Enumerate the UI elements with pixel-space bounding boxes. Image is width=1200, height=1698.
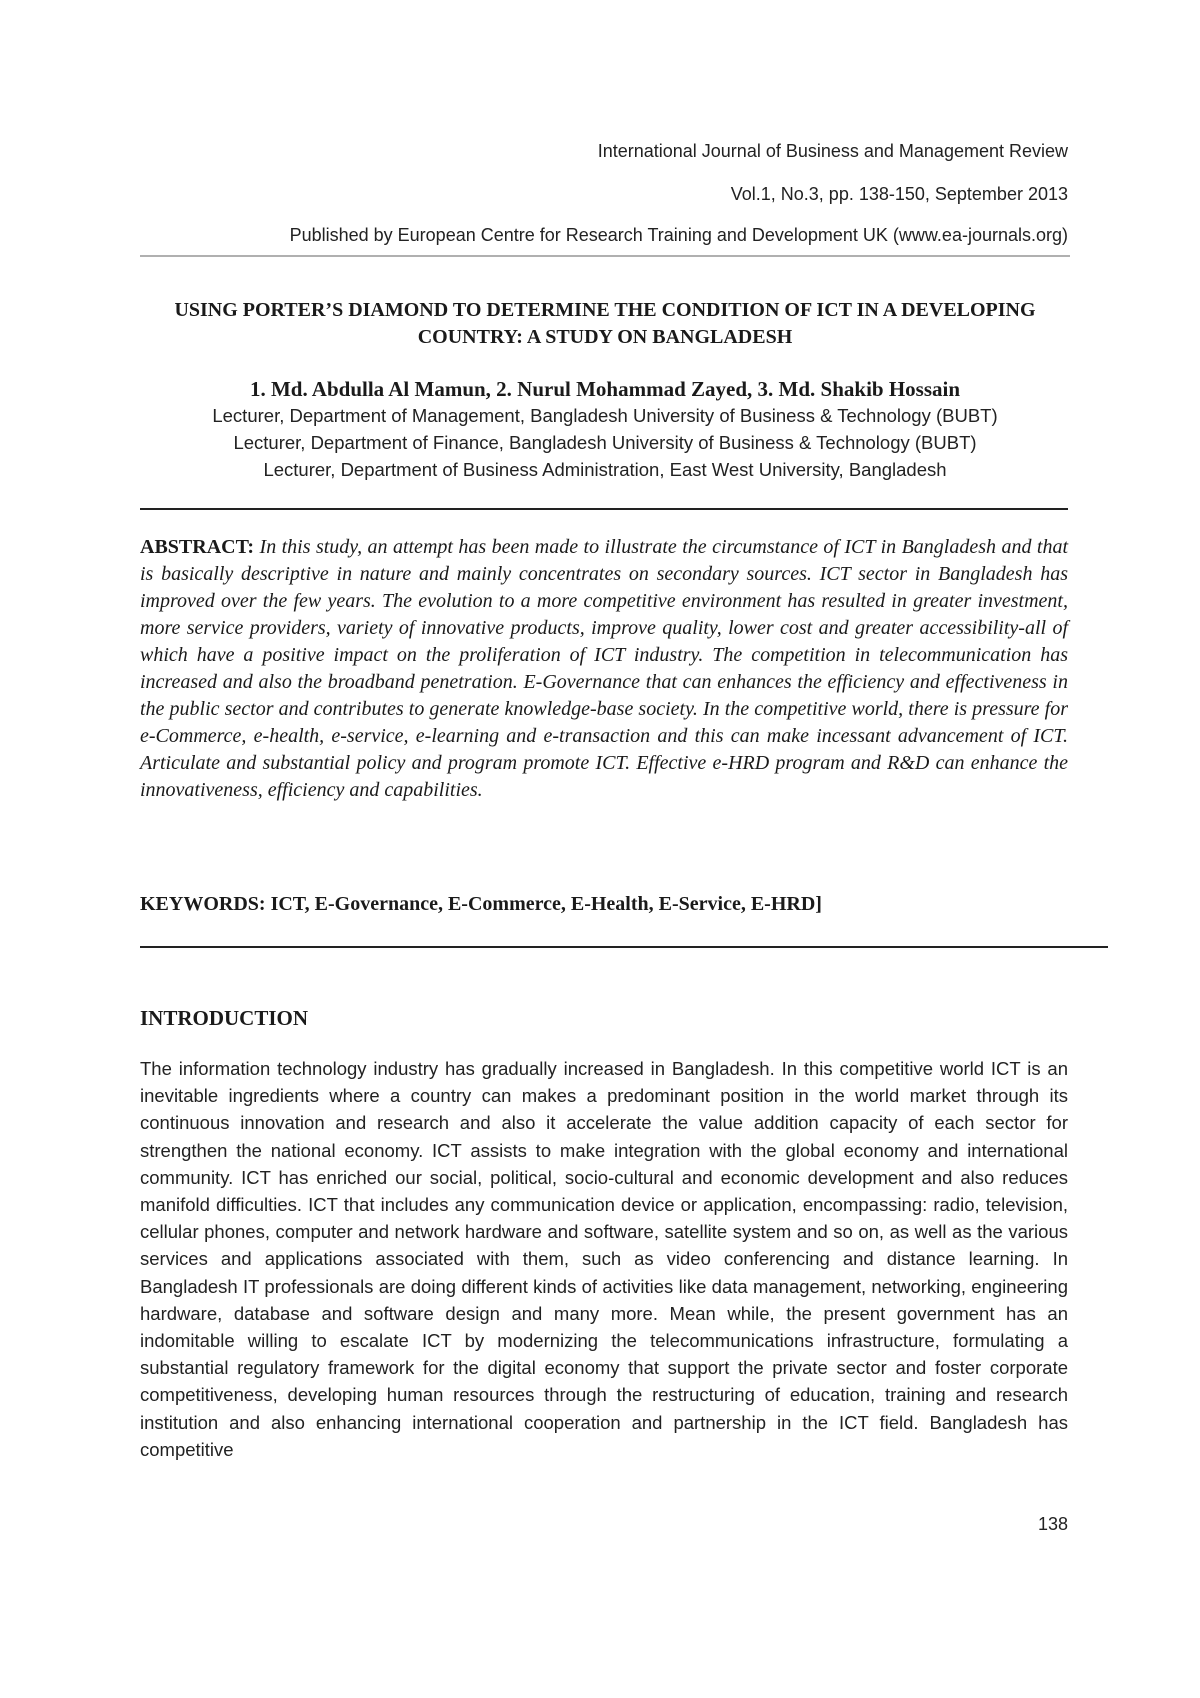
abstract-label: ABSTRACT: xyxy=(140,536,255,558)
paper-title: USING PORTER’S DIAMOND TO DETERMINE THE CONDITION OF ICT IN A DEVELOPING COUNTRY: A STUDY ON BANGLADESH xyxy=(174,299,1036,348)
author-list: 1. Md. Abdulla Al Mamun, 2. Nurul Mohammad Zayed, 3. Md. Shakib Hossain xyxy=(249,377,961,401)
abstract-top-divider xyxy=(140,508,1068,510)
affiliation-2: Lecturer, Department of Finance, Bangladesh University of Business & Technology (BUBT) xyxy=(233,432,977,453)
intro-paragraph: The information technology industry has gradually increased in Bangladesh. In this competitive world ICT is an inevitable ingredients where a country can makes a predominant position in the world market through its continuous innovation and research and also it accelerate the value addition capacity of each sector for strengthen the national economy. ICT assists to make integration with the global economy and international community. ICT has enriched our social, political, socio-cultural and economic development and also reduces manifold difficulties. ICT that includes any communication device or application, encompassing: radio, television, cellular phones, computer and network hardware and software, satellite system and so on, as well as the various services and applications associated with them, such as video conferencing and distance learning. In Bangladesh IT professionals are doing different kinds of activities like data management, networking, engineering hardware, database and software design and many more. Mean while, the present government has an indomitable willing to escalate ICT by modernizing the telecommunications infrastructure, formulating a substantial regulatory framework for the digital economy that support the private sector and foster corporate competitiveness, developing human resources through the restructuring of education, training and research institution and also enhancing international cooperation and partnership in the ICT field. Bangladesh has competitive xyxy=(140,1058,1068,1460)
affiliation-1: Lecturer, Department of Management, Bangladesh University of Business & Technology (BUBT) xyxy=(212,405,998,426)
abstract-block xyxy=(140,534,1068,804)
keywords-line: KEYWORDS: ICT, E-Governance, E-Commerce, E-Health, E-Service, E-HRD] xyxy=(140,893,822,915)
section-heading: INTRODUCTION xyxy=(140,1006,309,1030)
abstract-text: In this study, an attempt has been made to illustrate the circumstance of ICT in Bangladesh and that is basically descriptive in nature and mainly concentrates on secondary sources. ICT sector in Bangladesh has improved over the few years. The evolution to a more competitive environment has resulted in greater investment, more service providers, variety of innovative products, improve quality, lower cost and greater accessibility-all of which have a positive impact on the proliferation of ICT industry. The competition in telecommunication has increased and also the broadband penetration. E-Governance that can enhances the efficiency and effectiveness in the public sector and contributes to generate knowledge-base society. In the competitive world, there is pressure for e-Commerce, e-health, e-service, e-learning and e-transaction and this can make incessant advancement of ICT. Articulate and substantial policy and program promote ICT. Effective e-HRD program and R&D can enhance the innovativeness, efficiency and capabilities. xyxy=(140,536,1068,801)
header-divider xyxy=(140,255,1070,257)
volume-info: Vol.1, No.3, pp. 138-150, September 2013 xyxy=(730,184,1068,204)
abstract-bottom-divider xyxy=(140,946,1108,948)
publisher-info: Published by European Centre for Research Training and Development UK (www.ea-journals.org) xyxy=(289,225,1068,245)
page-number: 138 xyxy=(1037,1514,1068,1534)
journal-name: International Journal of Business and Management Review xyxy=(597,141,1068,161)
affiliation-3: Lecturer, Department of Business Administration, East West University, Bangladesh xyxy=(263,459,947,480)
